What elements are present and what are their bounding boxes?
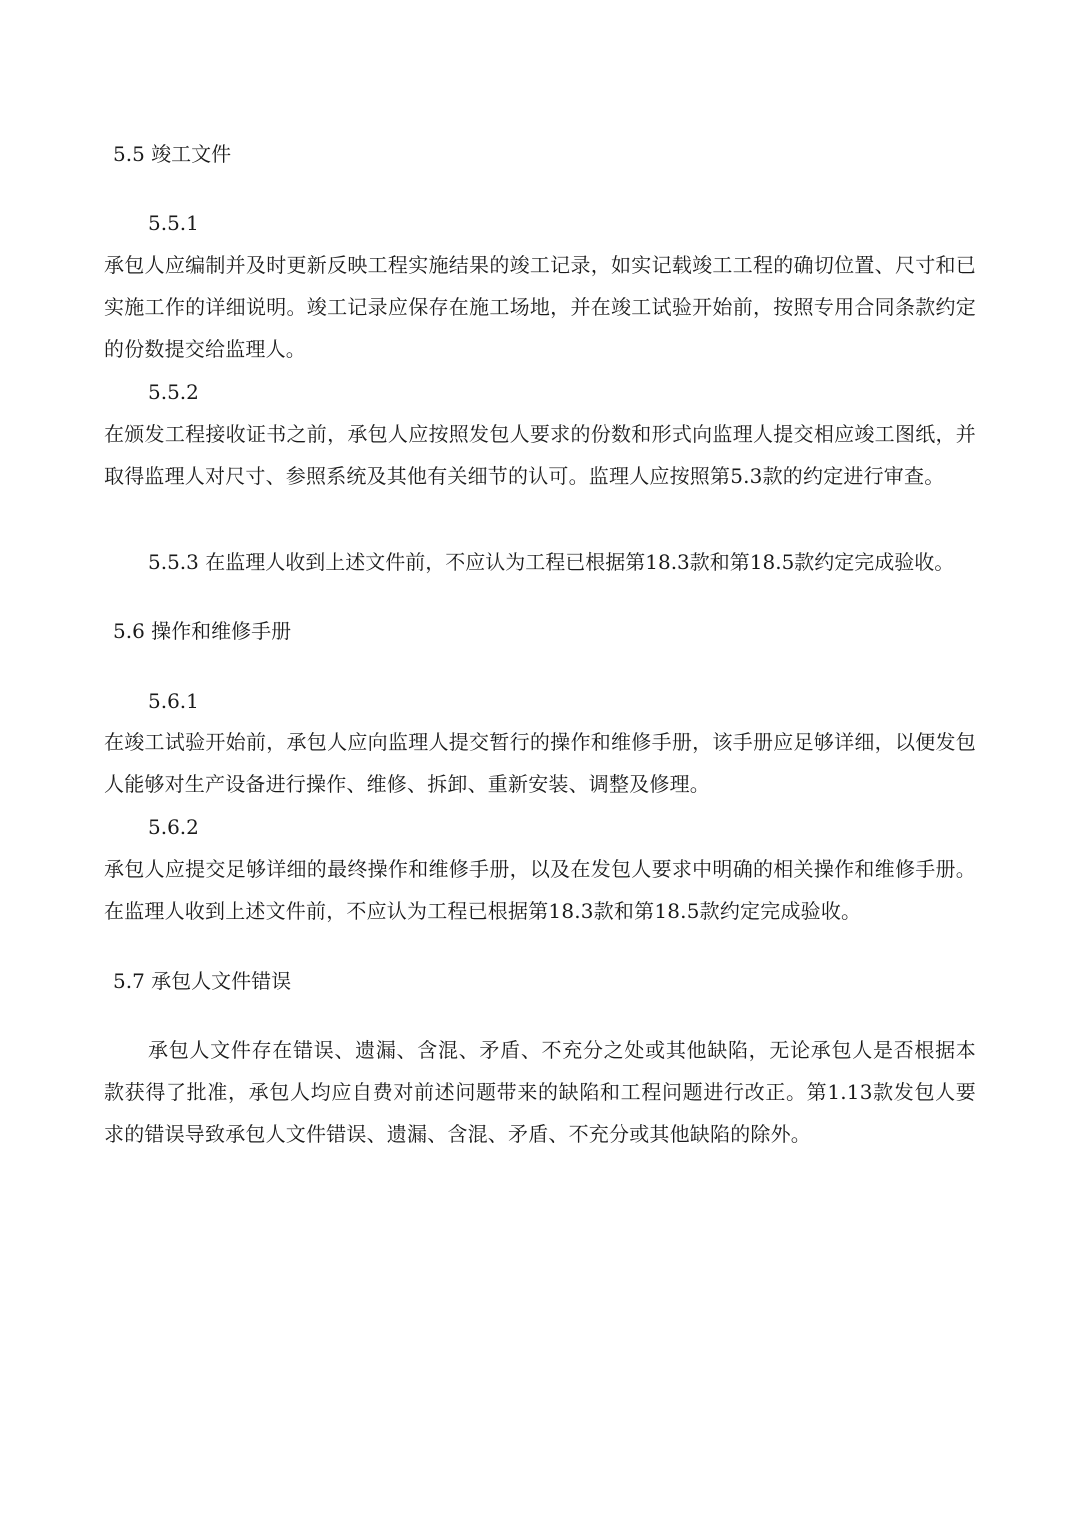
clause-text-5-5-1: 承包人应编制并及时更新反映工程实施结果的竣工记录，如实记载竣工工程的确切位置、尺寸和已实施工作的详细说明。竣工记录应保存在施工场地，并在竣工试验开始前，按照专用合同条款约定的份数提交给监理人。 [104,253,976,361]
clause-text-5-5-3: 5.5.3 在监理人收到上述文件前，不应认为工程已根据第18.3款和第18.5款约定完成验收。 [148,550,955,574]
clause-text-5-6-2: 承包人应提交足够详细的最终操作和维修手册，以及在发包人要求中明确的相关操作和维修手册。在监理人收到上述文件前，不应认为工程已根据第18.3款和第18.5款约定完成验收。 [104,857,976,923]
clause-text-5-5-2: 在颁发工程接收证书之前，承包人应按照发包人要求的份数和形式向监理人提交相应竣工图纸，并取得监理人对尺寸、参照系统及其他有关细节的认可。监理人应按照第5.3款的约定进行审查。 [104,422,976,488]
clause-text-5-6-1: 在竣工试验开始前，承包人应向监理人提交暂行的操作和维修手册，该手册应足够详细，以便发包人能够对生产设备进行操作、维修、拆卸、重新安装、调整及修理。 [104,730,976,796]
section-heading-5-6: 5.6 操作和维修手册 [113,619,292,643]
clause-number-5-6-2: 5.6.2 [148,815,199,839]
section-heading-5-7: 5.7 承包人文件错误 [113,969,292,993]
clause-number-5-5-1: 5.5.1 [148,211,199,235]
clause-number-5-5-2: 5.5.2 [148,380,199,404]
section-heading-5-5: 5.5 竣工文件 [113,142,232,166]
clause-number-5-6-1: 5.6.1 [148,689,199,713]
section-text-5-7: 承包人文件存在错误、遗漏、含混、矛盾、不充分之处或其他缺陷，无论承包人是否根据本款获得了批准，承包人均应自费对前述问题带来的缺陷和工程问题进行改正。第1.13款发包人要求的错误导致承包人文件错误、遗漏、含混、矛盾、不充分或其他缺陷的除外。 [104,1038,976,1146]
